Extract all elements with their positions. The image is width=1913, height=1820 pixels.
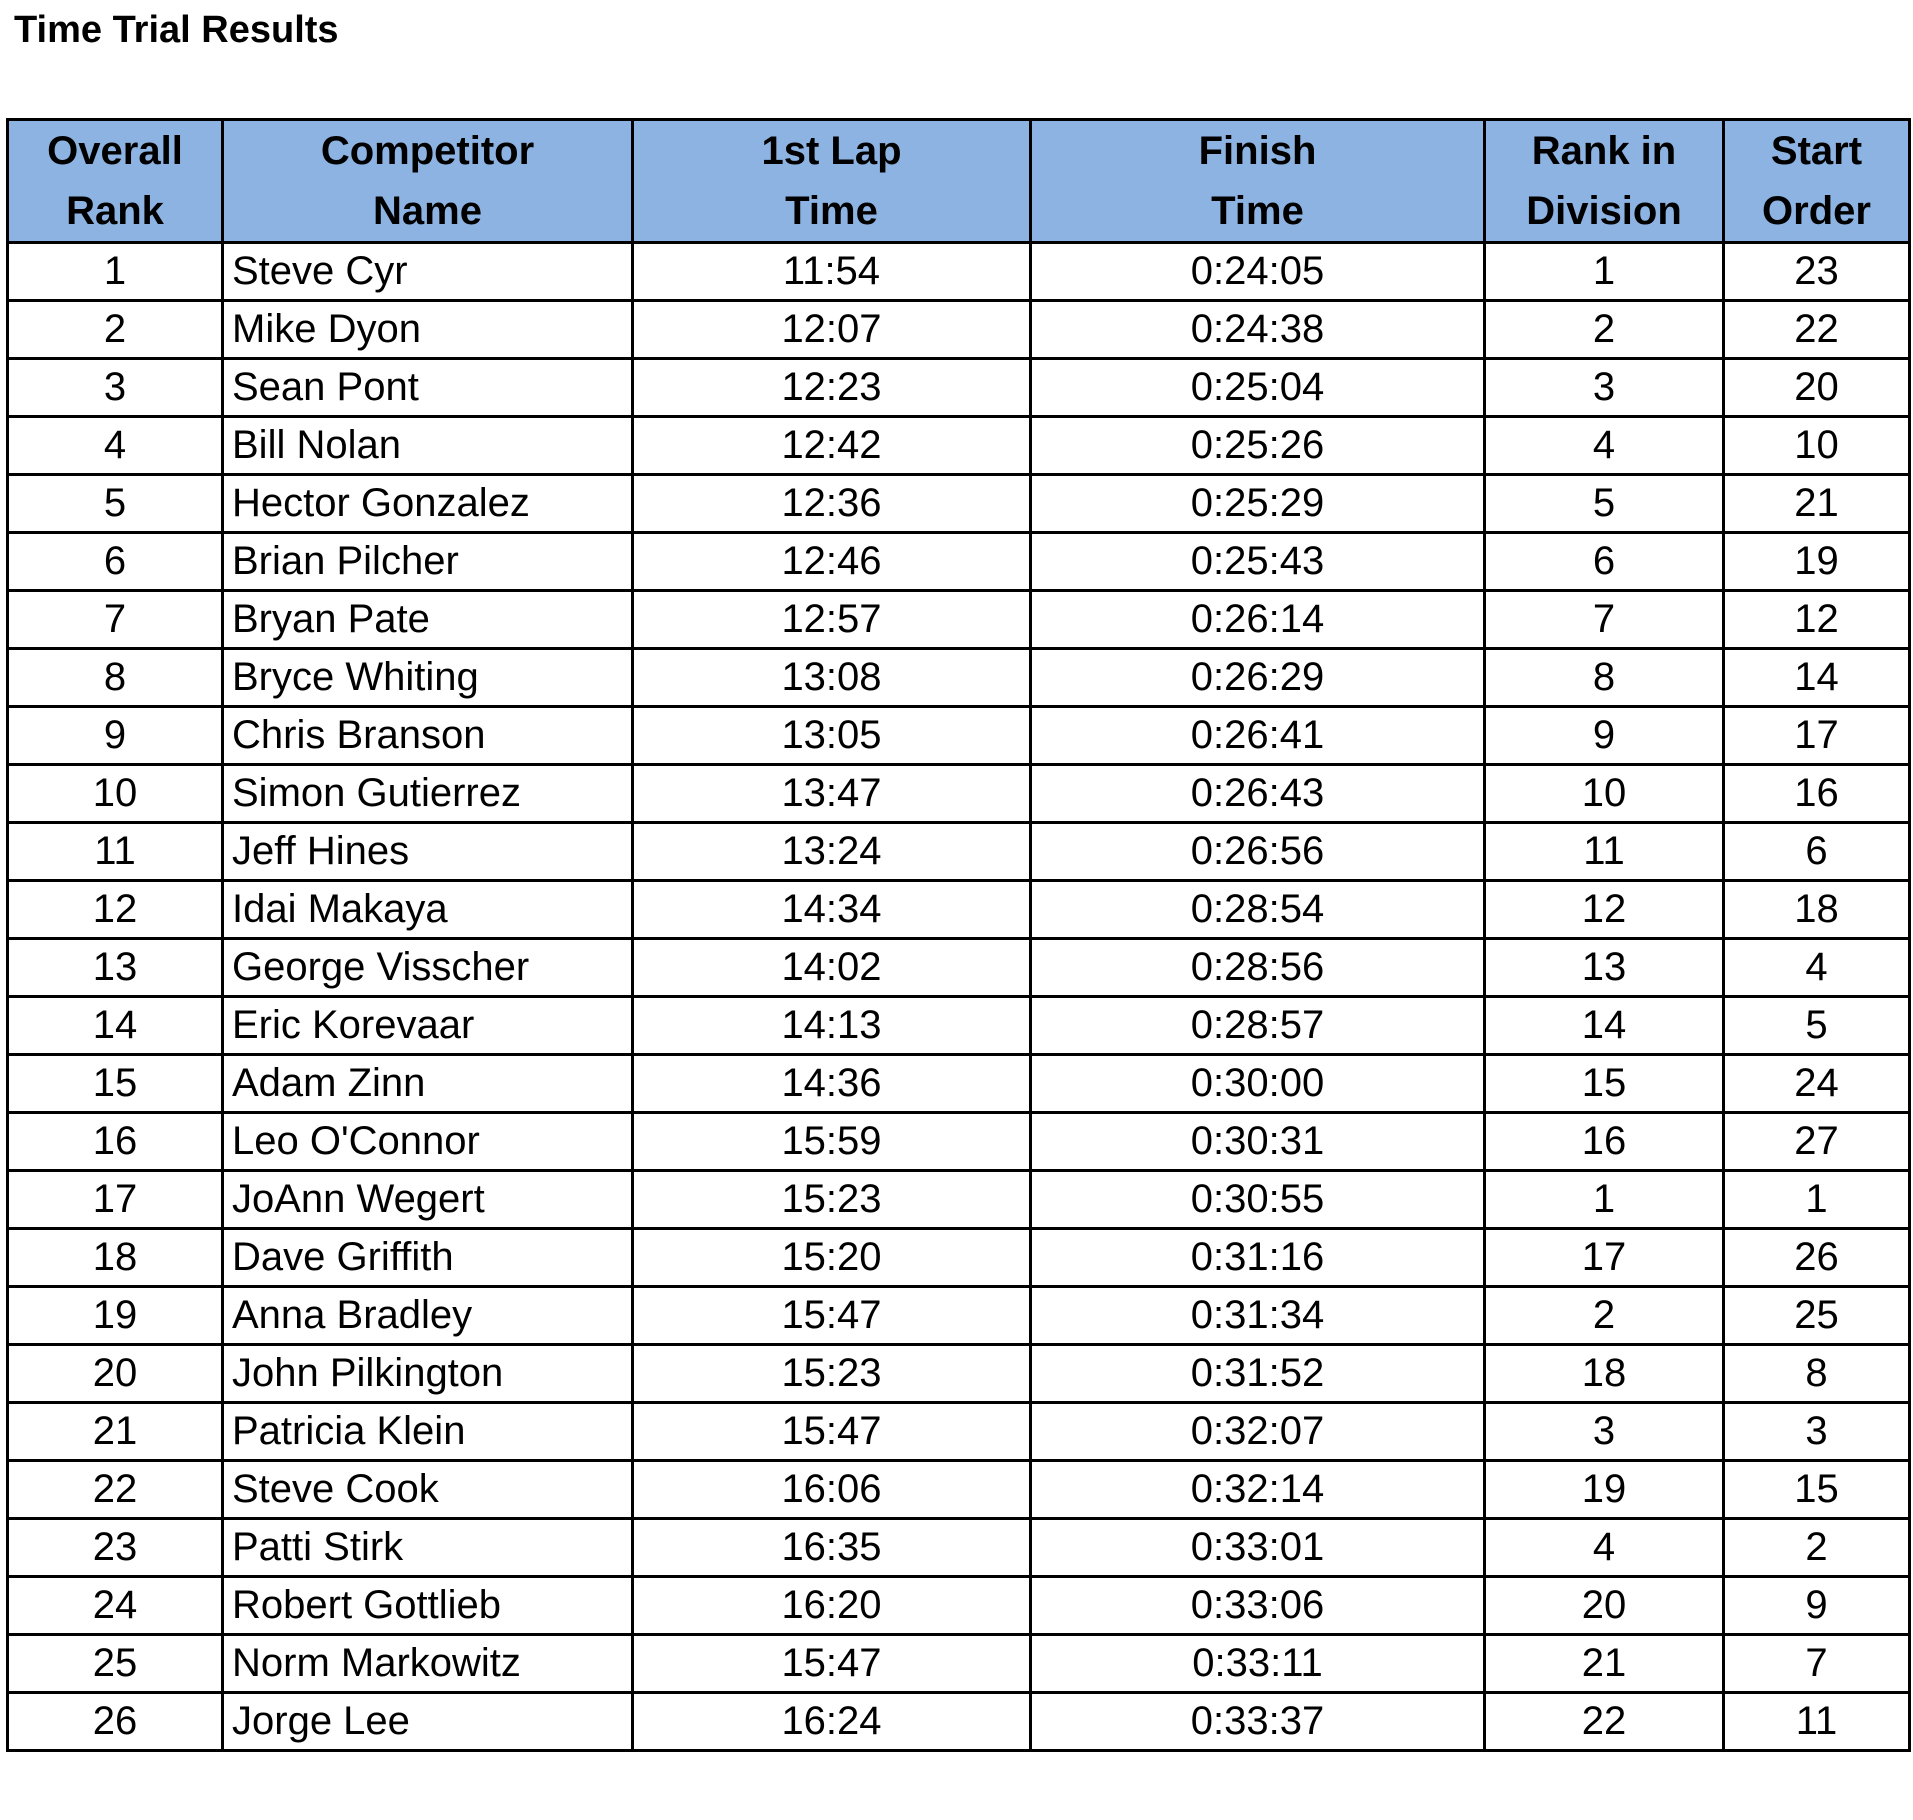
cell-start-order: 17 [1724, 707, 1910, 765]
table-row [8, 417, 1910, 475]
cell-competitor-name: Steve Cyr [223, 243, 633, 301]
cell-competitor-name: Bill Nolan [223, 417, 633, 475]
table-row [8, 649, 1910, 707]
cell-rank-in-division: 16 [1485, 1113, 1724, 1171]
cell-competitor-name: Bryan Pate [223, 591, 633, 649]
column-header-rank-in-division [1485, 120, 1724, 243]
cell-competitor-name: Robert Gottlieb [223, 1577, 633, 1635]
cell-start-order: 25 [1724, 1287, 1910, 1345]
cell-competitor-name: Hector Gonzalez [223, 475, 633, 533]
table-row [8, 243, 1910, 301]
cell-rank-in-division: 18 [1485, 1345, 1724, 1403]
cell-finish-time: 0:28:56 [1031, 939, 1485, 997]
cell-first-lap-time: 12:46 [633, 533, 1031, 591]
cell-finish-time: 0:25:29 [1031, 475, 1485, 533]
cell-first-lap-time: 14:13 [633, 997, 1031, 1055]
cell-finish-time: 0:26:56 [1031, 823, 1485, 881]
cell-overall-rank: 4 [8, 417, 223, 475]
cell-start-order: 12 [1724, 591, 1910, 649]
table-row [8, 939, 1910, 997]
cell-first-lap-time: 11:54 [633, 243, 1031, 301]
table-row [8, 1055, 1910, 1113]
cell-start-order: 21 [1724, 475, 1910, 533]
cell-finish-time: 0:28:54 [1031, 881, 1485, 939]
column-header-line: 1st Lap [761, 129, 902, 173]
cell-rank-in-division: 5 [1485, 475, 1724, 533]
cell-start-order: 10 [1724, 417, 1910, 475]
cell-first-lap-time: 12:07 [633, 301, 1031, 359]
cell-start-order: 1 [1724, 1171, 1910, 1229]
cell-start-order: 23 [1724, 243, 1910, 301]
cell-start-order: 2 [1724, 1519, 1910, 1577]
table-row [8, 707, 1910, 765]
column-header-line: Competitor [320, 129, 535, 173]
column-header-line: Time [1211, 189, 1304, 233]
cell-rank-in-division: 1 [1485, 243, 1724, 301]
cell-overall-rank: 1 [8, 243, 223, 301]
cell-competitor-name: Eric Korevaar [223, 997, 633, 1055]
column-header-line: Rank [66, 189, 164, 233]
column-header-overall-rank [8, 120, 223, 243]
table-row [8, 1229, 1910, 1287]
cell-first-lap-time: 12:36 [633, 475, 1031, 533]
cell-finish-time: 0:31:16 [1031, 1229, 1485, 1287]
cell-overall-rank: 9 [8, 707, 223, 765]
cell-start-order: 24 [1724, 1055, 1910, 1113]
cell-overall-rank: 13 [8, 939, 223, 997]
cell-competitor-name: Chris Branson [223, 707, 633, 765]
cell-first-lap-time: 15:20 [633, 1229, 1031, 1287]
table-row [8, 1693, 1910, 1751]
cell-rank-in-division: 22 [1485, 1693, 1724, 1751]
cell-overall-rank: 22 [8, 1461, 223, 1519]
cell-competitor-name: Steve Cook [223, 1461, 633, 1519]
cell-overall-rank: 20 [8, 1345, 223, 1403]
cell-finish-time: 0:26:14 [1031, 591, 1485, 649]
cell-overall-rank: 5 [8, 475, 223, 533]
cell-start-order: 7 [1724, 1635, 1910, 1693]
cell-competitor-name: Jorge Lee [223, 1693, 633, 1751]
cell-finish-time: 0:30:00 [1031, 1055, 1485, 1113]
cell-overall-rank: 7 [8, 591, 223, 649]
table-row [8, 765, 1910, 823]
cell-finish-time: 0:33:11 [1031, 1635, 1485, 1693]
column-header-line: Overall [47, 129, 183, 173]
cell-finish-time: 0:33:37 [1031, 1693, 1485, 1751]
cell-first-lap-time: 13:47 [633, 765, 1031, 823]
cell-competitor-name: JoAnn Wegert [223, 1171, 633, 1229]
cell-first-lap-time: 15:47 [633, 1635, 1031, 1693]
cell-finish-time: 0:26:41 [1031, 707, 1485, 765]
cell-competitor-name: Patti Stirk [223, 1519, 633, 1577]
cell-start-order: 5 [1724, 997, 1910, 1055]
results-body [8, 243, 1910, 1751]
cell-rank-in-division: 6 [1485, 533, 1724, 591]
table-row [8, 997, 1910, 1055]
cell-overall-rank: 6 [8, 533, 223, 591]
cell-first-lap-time: 12:57 [633, 591, 1031, 649]
cell-overall-rank: 12 [8, 881, 223, 939]
cell-competitor-name: Leo O'Connor [223, 1113, 633, 1171]
column-header-line: Finish [1198, 129, 1317, 173]
cell-start-order: 26 [1724, 1229, 1910, 1287]
cell-first-lap-time: 13:24 [633, 823, 1031, 881]
cell-first-lap-time: 13:08 [633, 649, 1031, 707]
cell-overall-rank: 3 [8, 359, 223, 417]
table-row [8, 475, 1910, 533]
cell-rank-in-division: 13 [1485, 939, 1724, 997]
cell-rank-in-division: 9 [1485, 707, 1724, 765]
cell-rank-in-division: 3 [1485, 1403, 1724, 1461]
column-header-line: Time [785, 189, 878, 233]
cell-overall-rank: 23 [8, 1519, 223, 1577]
cell-start-order: 14 [1724, 649, 1910, 707]
page-title: Time Trial Results [14, 9, 339, 51]
cell-start-order: 27 [1724, 1113, 1910, 1171]
cell-first-lap-time: 12:23 [633, 359, 1031, 417]
cell-rank-in-division: 21 [1485, 1635, 1724, 1693]
table-row [8, 1171, 1910, 1229]
cell-competitor-name: Norm Markowitz [223, 1635, 633, 1693]
results-table [6, 118, 1911, 1752]
cell-start-order: 4 [1724, 939, 1910, 997]
cell-finish-time: 0:31:34 [1031, 1287, 1485, 1345]
cell-start-order: 6 [1724, 823, 1910, 881]
column-header-start-order [1724, 120, 1910, 243]
cell-rank-in-division: 1 [1485, 1171, 1724, 1229]
cell-competitor-name: Jeff Hines [223, 823, 633, 881]
cell-start-order: 15 [1724, 1461, 1910, 1519]
cell-first-lap-time: 14:02 [633, 939, 1031, 997]
table-row [8, 359, 1910, 417]
cell-finish-time: 0:26:43 [1031, 765, 1485, 823]
cell-finish-time: 0:24:38 [1031, 301, 1485, 359]
cell-overall-rank: 11 [8, 823, 223, 881]
cell-first-lap-time: 15:23 [633, 1171, 1031, 1229]
cell-overall-rank: 25 [8, 1635, 223, 1693]
cell-competitor-name: George Visscher [223, 939, 633, 997]
cell-rank-in-division: 15 [1485, 1055, 1724, 1113]
table-row [8, 533, 1910, 591]
cell-overall-rank: 10 [8, 765, 223, 823]
table-row [8, 1345, 1910, 1403]
cell-start-order: 22 [1724, 301, 1910, 359]
cell-start-order: 18 [1724, 881, 1910, 939]
cell-start-order: 11 [1724, 1693, 1910, 1751]
column-header-finish-time [1031, 120, 1485, 243]
cell-overall-rank: 15 [8, 1055, 223, 1113]
table-row [8, 1635, 1910, 1693]
cell-finish-time: 0:33:06 [1031, 1577, 1485, 1635]
table-row [8, 1113, 1910, 1171]
cell-start-order: 20 [1724, 359, 1910, 417]
cell-competitor-name: Simon Gutierrez [223, 765, 633, 823]
cell-overall-rank: 8 [8, 649, 223, 707]
cell-first-lap-time: 15:59 [633, 1113, 1031, 1171]
cell-competitor-name: Dave Griffith [223, 1229, 633, 1287]
cell-rank-in-division: 19 [1485, 1461, 1724, 1519]
cell-competitor-name: John Pilkington [223, 1345, 633, 1403]
column-header-line: Order [1762, 189, 1871, 233]
cell-first-lap-time: 16:24 [633, 1693, 1031, 1751]
cell-finish-time: 0:25:26 [1031, 417, 1485, 475]
cell-overall-rank: 21 [8, 1403, 223, 1461]
cell-competitor-name: Anna Bradley [223, 1287, 633, 1345]
cell-rank-in-division: 2 [1485, 1287, 1724, 1345]
column-header-line: Name [373, 189, 482, 233]
cell-first-lap-time: 12:42 [633, 417, 1031, 475]
cell-overall-rank: 16 [8, 1113, 223, 1171]
cell-start-order: 16 [1724, 765, 1910, 823]
cell-start-order: 19 [1724, 533, 1910, 591]
cell-overall-rank: 18 [8, 1229, 223, 1287]
table-row [8, 1287, 1910, 1345]
cell-competitor-name: Patricia Klein [223, 1403, 633, 1461]
cell-finish-time: 0:31:52 [1031, 1345, 1485, 1403]
cell-overall-rank: 24 [8, 1577, 223, 1635]
cell-first-lap-time: 15:23 [633, 1345, 1031, 1403]
column-header-first-lap-time [633, 120, 1031, 243]
cell-rank-in-division: 3 [1485, 359, 1724, 417]
cell-overall-rank: 26 [8, 1693, 223, 1751]
cell-first-lap-time: 15:47 [633, 1403, 1031, 1461]
column-header-line: Start [1770, 129, 1863, 173]
cell-competitor-name: Sean Pont [223, 359, 633, 417]
column-header-competitor-name [223, 120, 633, 243]
cell-competitor-name: Brian Pilcher [223, 533, 633, 591]
cell-finish-time: 0:24:05 [1031, 243, 1485, 301]
cell-overall-rank: 14 [8, 997, 223, 1055]
cell-rank-in-division: 2 [1485, 301, 1724, 359]
cell-finish-time: 0:32:14 [1031, 1461, 1485, 1519]
cell-first-lap-time: 15:47 [633, 1287, 1031, 1345]
cell-competitor-name: Bryce Whiting [223, 649, 633, 707]
cell-rank-in-division: 8 [1485, 649, 1724, 707]
cell-rank-in-division: 4 [1485, 417, 1724, 475]
cell-start-order: 8 [1724, 1345, 1910, 1403]
cell-finish-time: 0:26:29 [1031, 649, 1485, 707]
table-row [8, 1519, 1910, 1577]
table-row [8, 881, 1910, 939]
cell-finish-time: 0:33:01 [1031, 1519, 1485, 1577]
cell-first-lap-time: 14:34 [633, 881, 1031, 939]
cell-rank-in-division: 4 [1485, 1519, 1724, 1577]
cell-finish-time: 0:30:31 [1031, 1113, 1485, 1171]
cell-finish-time: 0:32:07 [1031, 1403, 1485, 1461]
cell-finish-time: 0:25:04 [1031, 359, 1485, 417]
cell-finish-time: 0:25:43 [1031, 533, 1485, 591]
cell-rank-in-division: 14 [1485, 997, 1724, 1055]
cell-rank-in-division: 12 [1485, 881, 1724, 939]
cell-rank-in-division: 20 [1485, 1577, 1724, 1635]
cell-overall-rank: 19 [8, 1287, 223, 1345]
column-header-line: Division [1526, 189, 1682, 233]
cell-rank-in-division: 10 [1485, 765, 1724, 823]
cell-finish-time: 0:28:57 [1031, 997, 1485, 1055]
cell-start-order: 9 [1724, 1577, 1910, 1635]
table-row [8, 1461, 1910, 1519]
column-header-line: Rank in [1531, 129, 1677, 173]
cell-rank-in-division: 17 [1485, 1229, 1724, 1287]
cell-first-lap-time: 14:36 [633, 1055, 1031, 1113]
table-row [8, 1403, 1910, 1461]
cell-finish-time: 0:30:55 [1031, 1171, 1485, 1229]
table-row [8, 591, 1910, 649]
cell-overall-rank: 2 [8, 301, 223, 359]
table-row [8, 1577, 1910, 1635]
table-row [8, 823, 1910, 881]
cell-start-order: 3 [1724, 1403, 1910, 1461]
cell-first-lap-time: 13:05 [633, 707, 1031, 765]
cell-rank-in-division: 11 [1485, 823, 1724, 881]
cell-competitor-name: Adam Zinn [223, 1055, 633, 1113]
header-row [8, 120, 1910, 243]
cell-first-lap-time: 16:35 [633, 1519, 1031, 1577]
cell-first-lap-time: 16:20 [633, 1577, 1031, 1635]
table-row [8, 301, 1910, 359]
cell-overall-rank: 17 [8, 1171, 223, 1229]
cell-competitor-name: Idai Makaya [223, 881, 633, 939]
cell-rank-in-division: 7 [1485, 591, 1724, 649]
cell-competitor-name: Mike Dyon [223, 301, 633, 359]
cell-first-lap-time: 16:06 [633, 1461, 1031, 1519]
